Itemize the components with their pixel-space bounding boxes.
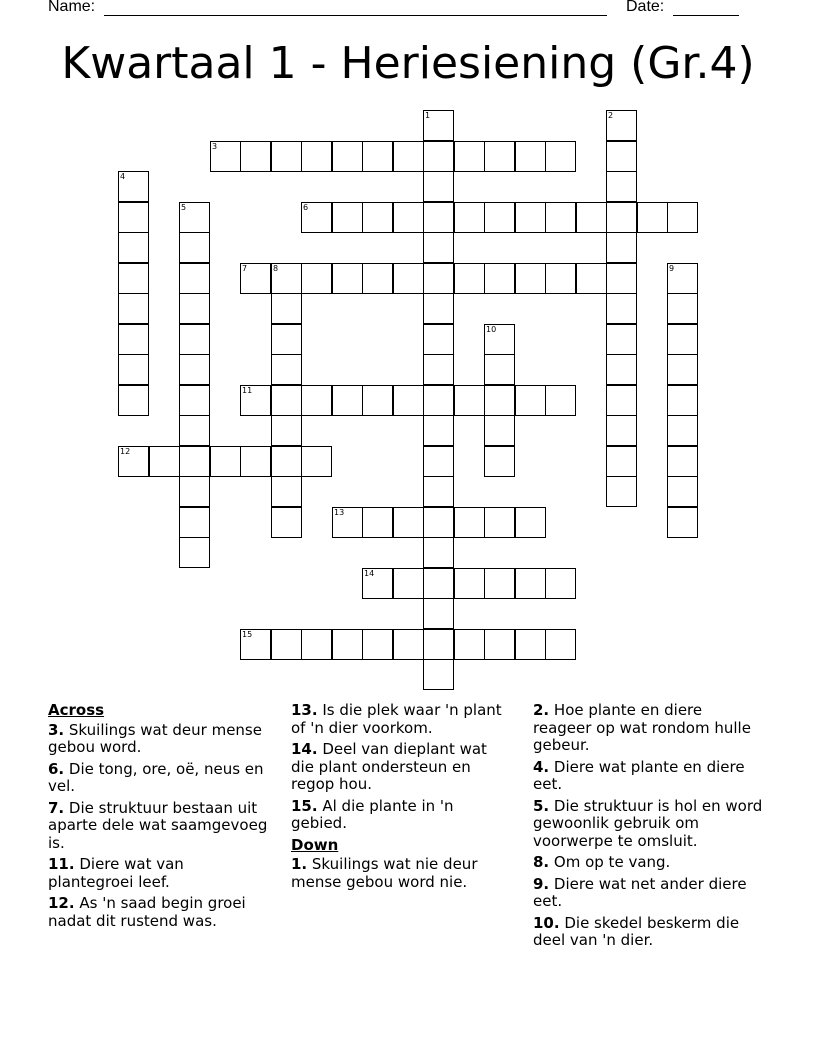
grid-cell[interactable]	[240, 263, 271, 294]
date-label: Date:	[626, 0, 665, 15]
grid-cell[interactable]	[423, 202, 454, 233]
grid-cell[interactable]	[271, 141, 302, 172]
grid-cell[interactable]	[240, 446, 271, 477]
grid-cell[interactable]	[362, 507, 393, 538]
grid-cell[interactable]	[423, 537, 454, 568]
grid-cell[interactable]	[484, 202, 515, 233]
grid-cell[interactable]	[118, 232, 149, 263]
grid-cell[interactable]	[332, 629, 363, 660]
grid-cell[interactable]	[515, 141, 546, 172]
grid-cell[interactable]	[423, 415, 454, 446]
clue-number: 10	[486, 325, 497, 334]
clue-number: 15	[242, 630, 253, 639]
grid-cell[interactable]	[393, 629, 424, 660]
grid-cell[interactable]	[301, 385, 332, 416]
grid-cell[interactable]	[667, 354, 698, 385]
grid-cell[interactable]	[454, 507, 485, 538]
name-label: Name:	[48, 0, 96, 15]
grid-cell[interactable]	[606, 263, 637, 294]
grid-cell[interactable]	[118, 202, 149, 233]
grid-cell[interactable]	[606, 232, 637, 263]
grid-cell[interactable]	[240, 141, 271, 172]
grid-cell[interactable]	[423, 476, 454, 507]
clue-down-1: 1. Skuilings wat nie deur mense gebou word nie.	[291, 855, 478, 891]
grid-cell[interactable]	[606, 202, 637, 233]
clue-down-2: 2. Hoe plante en diere reageer op wat rondom hulle gebeur.	[533, 701, 751, 754]
clue-across-3: 3. Skuilings wat deur mense gebou word.	[48, 720, 262, 756]
clue-down-5: 5. Die struktuur is hol en word gewoonlik gebruik om voorwerpe te omsluit.	[533, 796, 763, 850]
grid-cell[interactable]	[332, 263, 363, 294]
grid-cell[interactable]	[606, 415, 637, 446]
grid-cell[interactable]	[423, 568, 454, 599]
clue-across-15: 15. Al die plante in 'n gebied.	[291, 796, 454, 832]
grid-cell[interactable]	[667, 415, 698, 446]
grid-cell[interactable]	[484, 568, 515, 599]
grid-cell[interactable]	[179, 202, 210, 233]
grid-cell[interactable]	[606, 324, 637, 355]
grid-cell[interactable]	[118, 385, 149, 416]
clue-number: 8	[273, 264, 279, 273]
clue-across-13: 13. Is die plek waar 'n plant of 'n dier voorkom.	[291, 701, 502, 737]
clues-column-3	[533, 702, 765, 954]
across-heading: Across	[48, 701, 105, 719]
grid-cell[interactable]	[423, 446, 454, 477]
grid-cell[interactable]	[362, 568, 393, 599]
grid-cell[interactable]	[667, 446, 698, 477]
grid-cell[interactable]	[423, 232, 454, 263]
page-title: Kwartaal 1 - Heriesiening (Gr.4)	[61, 38, 755, 89]
grid-cell[interactable]	[118, 354, 149, 385]
grid-cell[interactable]	[606, 110, 637, 141]
grid-cell[interactable]	[301, 263, 332, 294]
grid-cell[interactable]	[667, 476, 698, 507]
grid-cell[interactable]	[271, 324, 302, 355]
grid-cell[interactable]	[301, 629, 332, 660]
grid-cell[interactable]	[179, 446, 210, 477]
grid-cell[interactable]	[301, 446, 332, 477]
grid-cell[interactable]	[545, 263, 576, 294]
grid-cell[interactable]	[393, 141, 424, 172]
clue-across-6: 6. Die tong, ore, oë, neus en vel.	[48, 759, 264, 795]
grid-cell[interactable]	[606, 446, 637, 477]
grid-cell[interactable]	[484, 507, 515, 538]
grid-cell[interactable]	[515, 507, 546, 538]
grid-cell[interactable]	[362, 629, 393, 660]
grid-cell[interactable]	[667, 263, 698, 294]
clue-down-10: 10. Die skedel beskerm die deel van 'n dier.	[533, 913, 740, 949]
grid-cell[interactable]	[454, 568, 485, 599]
grid-cell[interactable]	[118, 446, 149, 477]
grid-cell[interactable]	[362, 141, 393, 172]
grid-cell[interactable]	[271, 507, 302, 538]
grid-cell[interactable]	[423, 110, 454, 141]
grid-cell[interactable]	[606, 293, 637, 324]
grid-cell[interactable]	[576, 202, 607, 233]
grid-cell[interactable]	[667, 324, 698, 355]
grid-cell[interactable]	[423, 659, 454, 690]
clue-number: 3	[212, 142, 218, 151]
clues-column-2	[291, 702, 513, 895]
grid-cell[interactable]	[179, 476, 210, 507]
grid-cell[interactable]	[179, 263, 210, 294]
grid-cell[interactable]	[332, 202, 363, 233]
grid-cell[interactable]	[118, 324, 149, 355]
grid-cell[interactable]	[667, 202, 698, 233]
grid-cell[interactable]	[301, 202, 332, 233]
grid-cell[interactable]	[637, 202, 668, 233]
grid-cell[interactable]	[515, 568, 546, 599]
grid-cell[interactable]	[606, 354, 637, 385]
grid-cell[interactable]	[393, 263, 424, 294]
grid-cell[interactable]	[423, 141, 454, 172]
grid-cell[interactable]	[271, 293, 302, 324]
grid-cell[interactable]	[515, 629, 546, 660]
grid-cell[interactable]	[332, 385, 363, 416]
clue-number: 6	[303, 203, 309, 212]
grid-cell[interactable]	[515, 263, 546, 294]
grid-cell[interactable]	[423, 629, 454, 660]
grid-cell[interactable]	[118, 293, 149, 324]
clue-number: 11	[242, 386, 253, 395]
grid-cell[interactable]	[271, 476, 302, 507]
grid-cell[interactable]	[454, 385, 485, 416]
grid-cell[interactable]	[484, 141, 515, 172]
clue-down-8: 8. Om op te vang.	[533, 853, 671, 871]
grid-cell[interactable]	[423, 598, 454, 629]
clue-number: 14	[364, 569, 375, 578]
grid-cell[interactable]	[454, 202, 485, 233]
clue-number: 4	[120, 172, 126, 181]
grid-cell[interactable]	[362, 202, 393, 233]
grid-cell[interactable]	[393, 568, 424, 599]
grid-cell[interactable]	[606, 141, 637, 172]
clue-number: 12	[120, 447, 131, 456]
grid-cell[interactable]	[484, 446, 515, 477]
grid-cell[interactable]	[362, 385, 393, 416]
grid-cell[interactable]	[515, 202, 546, 233]
grid-cell[interactable]	[179, 385, 210, 416]
grid-cell[interactable]	[271, 415, 302, 446]
grid-cell[interactable]	[240, 385, 271, 416]
grid-cell[interactable]	[484, 385, 515, 416]
grid-cell[interactable]	[423, 293, 454, 324]
grid-cell[interactable]	[179, 507, 210, 538]
clue-across-14: 14. Deel van dieplant wat die plant ondersteun en regop hou.	[291, 740, 487, 793]
clue-down-4: 4. Diere wat plante en diere eet.	[533, 757, 745, 793]
grid-cell[interactable]	[271, 263, 302, 294]
grid-cell[interactable]	[179, 537, 210, 568]
grid-cell[interactable]	[118, 263, 149, 294]
grid-cell[interactable]	[301, 141, 332, 172]
grid-cell[interactable]	[179, 354, 210, 385]
grid-cell[interactable]	[210, 446, 241, 477]
grid-cell[interactable]	[545, 568, 576, 599]
grid-cell[interactable]	[423, 171, 454, 202]
grid-cell[interactable]	[393, 202, 424, 233]
grid-cell[interactable]	[179, 415, 210, 446]
grid-cell[interactable]	[179, 232, 210, 263]
grid-cell[interactable]	[332, 507, 363, 538]
clue-number: 2	[608, 111, 614, 120]
clue-down-9: 9. Diere wat net ander diere eet.	[533, 874, 747, 910]
grid-cell[interactable]	[606, 476, 637, 507]
grid-cell[interactable]	[545, 385, 576, 416]
grid-cell[interactable]	[484, 354, 515, 385]
clues-column-1	[48, 702, 270, 934]
grid-cell[interactable]	[667, 293, 698, 324]
grid-cell[interactable]	[118, 171, 149, 202]
clue-number: 9	[669, 264, 675, 273]
grid-cell[interactable]	[423, 385, 454, 416]
grid-cell[interactable]	[484, 629, 515, 660]
grid-cell[interactable]	[423, 263, 454, 294]
grid-cell[interactable]	[545, 629, 576, 660]
clue-number: 5	[181, 203, 187, 212]
grid-cell[interactable]	[454, 263, 485, 294]
grid-cell[interactable]	[423, 324, 454, 355]
grid-cell[interactable]	[545, 141, 576, 172]
grid-cell[interactable]	[179, 293, 210, 324]
grid-cell[interactable]	[179, 324, 210, 355]
grid-cell[interactable]	[606, 385, 637, 416]
grid-cell[interactable]	[667, 507, 698, 538]
clue-across-7: 7. Die struktuur bestaan uit aparte dele wat saamgevoeg is.	[48, 798, 268, 852]
grid-cell[interactable]	[149, 446, 180, 477]
grid-cell[interactable]	[423, 354, 454, 385]
grid-cell[interactable]	[484, 263, 515, 294]
grid-cell[interactable]	[423, 507, 454, 538]
grid-cell[interactable]	[606, 171, 637, 202]
grid-cell[interactable]	[454, 629, 485, 660]
grid-cell[interactable]	[362, 263, 393, 294]
grid-cell[interactable]	[271, 629, 302, 660]
grid-cell[interactable]	[393, 507, 424, 538]
grid-cell[interactable]	[576, 263, 607, 294]
down-heading: Down	[291, 835, 339, 854]
grid-cell[interactable]	[484, 415, 515, 446]
grid-cell[interactable]	[240, 629, 271, 660]
grid-cell[interactable]	[271, 385, 302, 416]
grid-cell[interactable]	[393, 385, 424, 416]
clue-number: 7	[242, 264, 248, 273]
clue-number: 13	[334, 508, 345, 517]
grid-cell[interactable]	[271, 354, 302, 385]
grid-cell[interactable]	[667, 385, 698, 416]
clue-across-11: 11. Diere wat van plantegroei leef.	[48, 855, 184, 891]
grid-cell[interactable]	[545, 202, 576, 233]
clue-across-12: 12. As 'n saad begin groei nadat dit rustend was.	[48, 894, 246, 930]
grid-cell[interactable]	[210, 141, 241, 172]
grid-cell[interactable]	[271, 446, 302, 477]
grid-cell[interactable]	[484, 324, 515, 355]
grid-cell[interactable]	[515, 385, 546, 416]
clue-number: 1	[425, 111, 431, 120]
grid-cell[interactable]	[454, 141, 485, 172]
grid-cell[interactable]	[332, 141, 363, 172]
